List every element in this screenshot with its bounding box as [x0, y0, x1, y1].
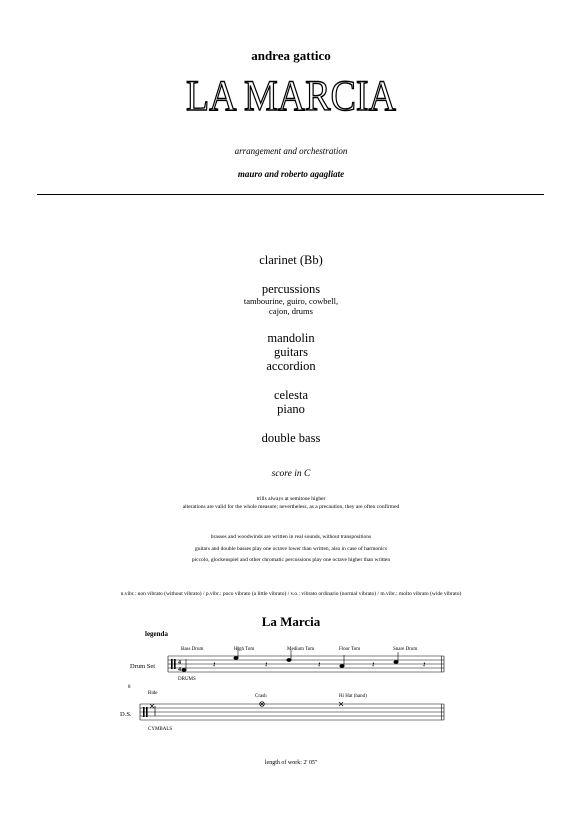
- legend-label: legenda: [145, 630, 168, 638]
- note-brasses: brasses and woodwinds are written in real sounds, without transpositions: [210, 534, 372, 540]
- svg-text:𝄽: 𝄽: [213, 660, 216, 669]
- svg-text:𝄽: 𝄽: [423, 660, 426, 669]
- title-logo: [0, 72, 582, 127]
- note-piccolo: piccolo, glockenspiel and other chromatic percussions play one octave higher than written: [191, 557, 391, 563]
- cymbal-staff: [140, 704, 444, 720]
- time-sig-top: 4: [178, 660, 181, 666]
- instrument-percussions: percussions: [261, 282, 321, 296]
- note-alterations: alterations are valid for the whole measure; nevertheless, as a precaution, they are often confirmed: [182, 504, 400, 510]
- time-sig-bottom: 4: [178, 667, 181, 673]
- svg-text:𝄽: 𝄽: [372, 660, 375, 669]
- arrangement-label: arrangement and orchestration: [234, 146, 348, 156]
- hi-hat-label: Hi Hat (hand): [339, 694, 367, 699]
- instrument-celesta: celesta: [273, 388, 308, 402]
- crash-label: Crash: [255, 694, 267, 699]
- instrument-piano: piano: [277, 402, 305, 416]
- percussions-detail-2: cajon, drums: [269, 306, 313, 316]
- header-divider: [37, 194, 544, 195]
- note-vibrato: n.vibr.: non vibrato (without vibrato) / p.vibr.: poco vibrato (a little vibrato) / v.o.: vibrato ordinario (normal vibrato) / m.vibr.: molto vibrato (wide vibrato): [120, 591, 462, 597]
- note-trills: trills always at semitone higher: [256, 496, 326, 502]
- title-text: LA MARCIA: [185, 72, 397, 120]
- measure-number: 8: [128, 685, 131, 690]
- drums-sub-label: DRUMS: [178, 677, 196, 682]
- drum-staff: [168, 656, 444, 672]
- title-logo-svg: [0, 72, 582, 122]
- length-of-work: length of work: 2' 05'': [264, 760, 318, 766]
- instrument-clarinet: clarinet (Bb): [259, 253, 323, 267]
- percussions-detail-1: tambourine, guiro, cowbell,: [243, 296, 339, 306]
- medium-tom-label: Medium Tom: [287, 647, 315, 652]
- cymbals-sub-label: CYMBALS: [148, 727, 173, 732]
- instrument-accordion: accordion: [266, 359, 316, 373]
- floor-tom-note: [340, 655, 344, 668]
- snare-drum-note: [394, 652, 398, 664]
- ride-note: [150, 704, 155, 716]
- instrument-guitars: guitars: [273, 345, 309, 359]
- high-tom-label: High Tom: [234, 647, 255, 652]
- score-in-c: score in C: [271, 469, 311, 479]
- arrangers: mauro and roberto agagliate: [237, 169, 345, 179]
- instrument-double-bass: double bass: [261, 431, 321, 445]
- instrument-mandolin: mandolin: [267, 331, 315, 345]
- snare-drum-label: Snare Drum: [393, 647, 418, 652]
- drum-set-staff-label: Drum Set: [130, 663, 156, 670]
- bass-drum-label: Bass Drum: [181, 647, 204, 652]
- svg-text:𝄽: 𝄽: [265, 660, 268, 669]
- svg-text:𝄽: 𝄽: [318, 660, 321, 669]
- ride-label: Ride: [148, 691, 158, 696]
- legend-title: La Marcia: [261, 614, 321, 629]
- legend-staves: [0, 626, 582, 736]
- composer-name: andrea gattico: [251, 48, 331, 63]
- floor-tom-label: Floor Tom: [339, 647, 361, 652]
- bass-drum-note: [182, 659, 186, 672]
- note-guitars-basses: guitars and double basses play one octave lower than written, also in case of harmonics: [195, 546, 387, 552]
- cymbals-staff-label: D.S.: [120, 711, 132, 718]
